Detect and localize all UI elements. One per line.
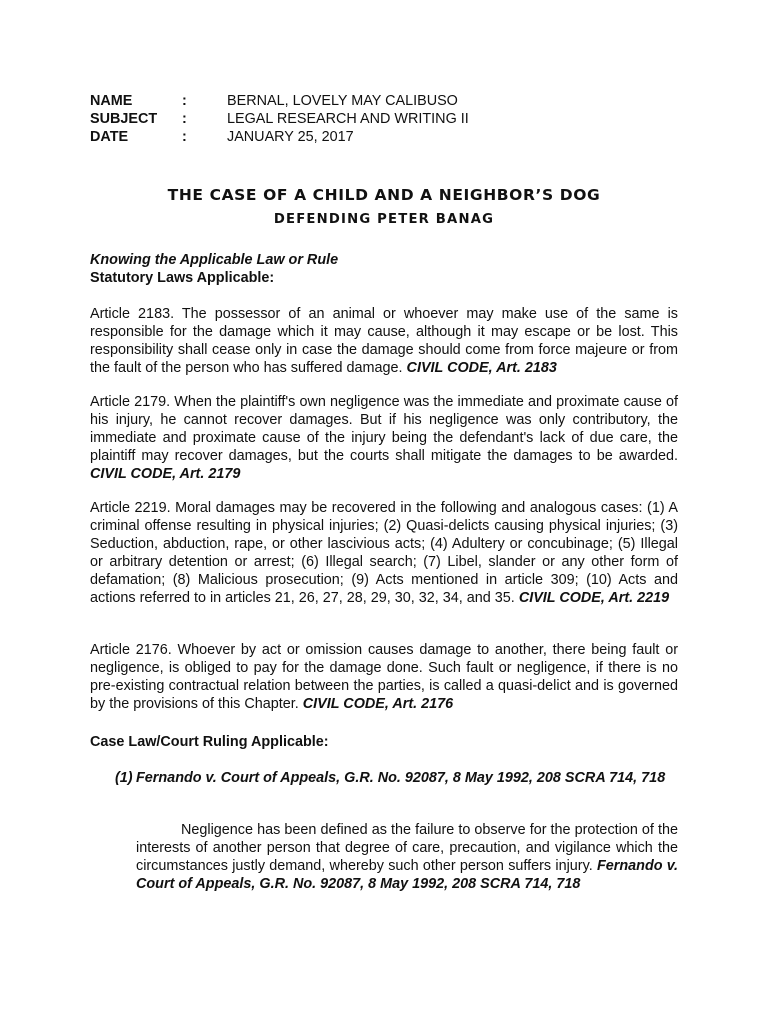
article-paragraph <box>90 393 678 483</box>
case-body-paragraph <box>136 821 678 893</box>
date-colon: : <box>182 129 187 145</box>
case-citation: Fernando v. Court of Appeals, G.R. No. 92087, 8 May 1992, 208 SCRA 714, 718 <box>136 858 678 892</box>
article-citation: CIVIL CODE, Art. 2219 <box>518 590 670 606</box>
case-body-text: Negligence has been defined as the failure to observe for the protection of the interests of another person that degree of care, precaution, and vigilance which the circumstances justly demand, whereby such other person suffers injury. <box>136 822 678 874</box>
article-paragraph <box>90 641 678 713</box>
header-row-date <box>90 128 469 146</box>
subject-label: SUBJECT <box>90 111 158 127</box>
article-text: Article 2219. Moral damages may be recovered in the following and analogous cases: (1) A criminal offense resulting in physical injuries; (2) Quasi-delicts causing physical injuries; (3) Seduction, abduction, rape, or other lascivious acts; (4) Adultery or concubinage; (5) Illegal or arbitrary detention or arrest; (6) Illegal search; (7) Libel, slander or any other form of defamation; (8) Malicious prosecution; (9) Acts mentioned in article 309; (10) Acts and actions referred to in articles 21, 26, 27, 28, 29, 30, 32, 34, and 35. <box>90 500 678 606</box>
article-text: Article 2176. Whoever by act or omission causes damage to another, there being fault or negligence, is obliged to pay for the damage done. Such fault or negligence, if there is no pre-existing contractual relation between the parties, is called a quasi-delict and is governed by the provisions of this Chapter. <box>90 642 678 712</box>
case-number: (1) <box>115 770 133 786</box>
case-title: Fernando v. Court of Appeals, G.R. No. 92087, 8 May 1992, 208 SCRA 714, 718 <box>136 770 666 786</box>
knowing-heading: Knowing the Applicable Law or Rule <box>90 252 339 268</box>
article-paragraph <box>90 305 678 377</box>
name-value: BERNAL, LOVELY MAY CALIBUSO <box>227 93 458 109</box>
subject-value: LEGAL RESEARCH AND WRITING II <box>227 111 469 127</box>
name-label: NAME <box>90 93 133 109</box>
header-row-name <box>90 92 469 110</box>
article-text: Article 2183. The possessor of an animal or whoever may make use of the same is responsible for the damage which it may cause, although it may escape or be lost. This responsibility shall cease only in case the damage should come from force majeure or from the fault of the person who has suffered damage. <box>90 306 678 376</box>
article-citation: CIVIL CODE, Art. 2179 <box>90 466 241 482</box>
article-paragraph <box>90 499 678 607</box>
name-colon: : <box>182 93 187 109</box>
article-citation: CIVIL CODE, Art. 2183 <box>406 360 557 376</box>
subject-colon: : <box>182 111 187 127</box>
date-value: JANUARY 25, 2017 <box>227 129 354 145</box>
header-row-subject <box>90 110 469 128</box>
case-law-heading: Case Law/Court Ruling Applicable: <box>90 734 329 750</box>
document-subtitle: DEFENDING PETER BANAG <box>273 212 495 227</box>
header-block <box>90 92 469 146</box>
date-label: DATE <box>90 129 129 145</box>
article-citation: CIVIL CODE, Art. 2176 <box>302 696 454 712</box>
case-heading <box>115 769 678 787</box>
document-title: THE CASE OF A CHILD AND A NEIGHBOR’S DOG <box>167 186 601 204</box>
statutory-heading: Statutory Laws Applicable: <box>90 270 275 286</box>
article-text: Article 2179. When the plaintiff's own negligence was the immediate and proximate cause of his injury, he cannot recover damages. But if his negligence was only contributory, the immediate and proximate cause of the injury being the defendant's lack of due care, the plaintiff may recover damages, but the courts shall mitigate the damages to be awarded. <box>90 394 678 464</box>
